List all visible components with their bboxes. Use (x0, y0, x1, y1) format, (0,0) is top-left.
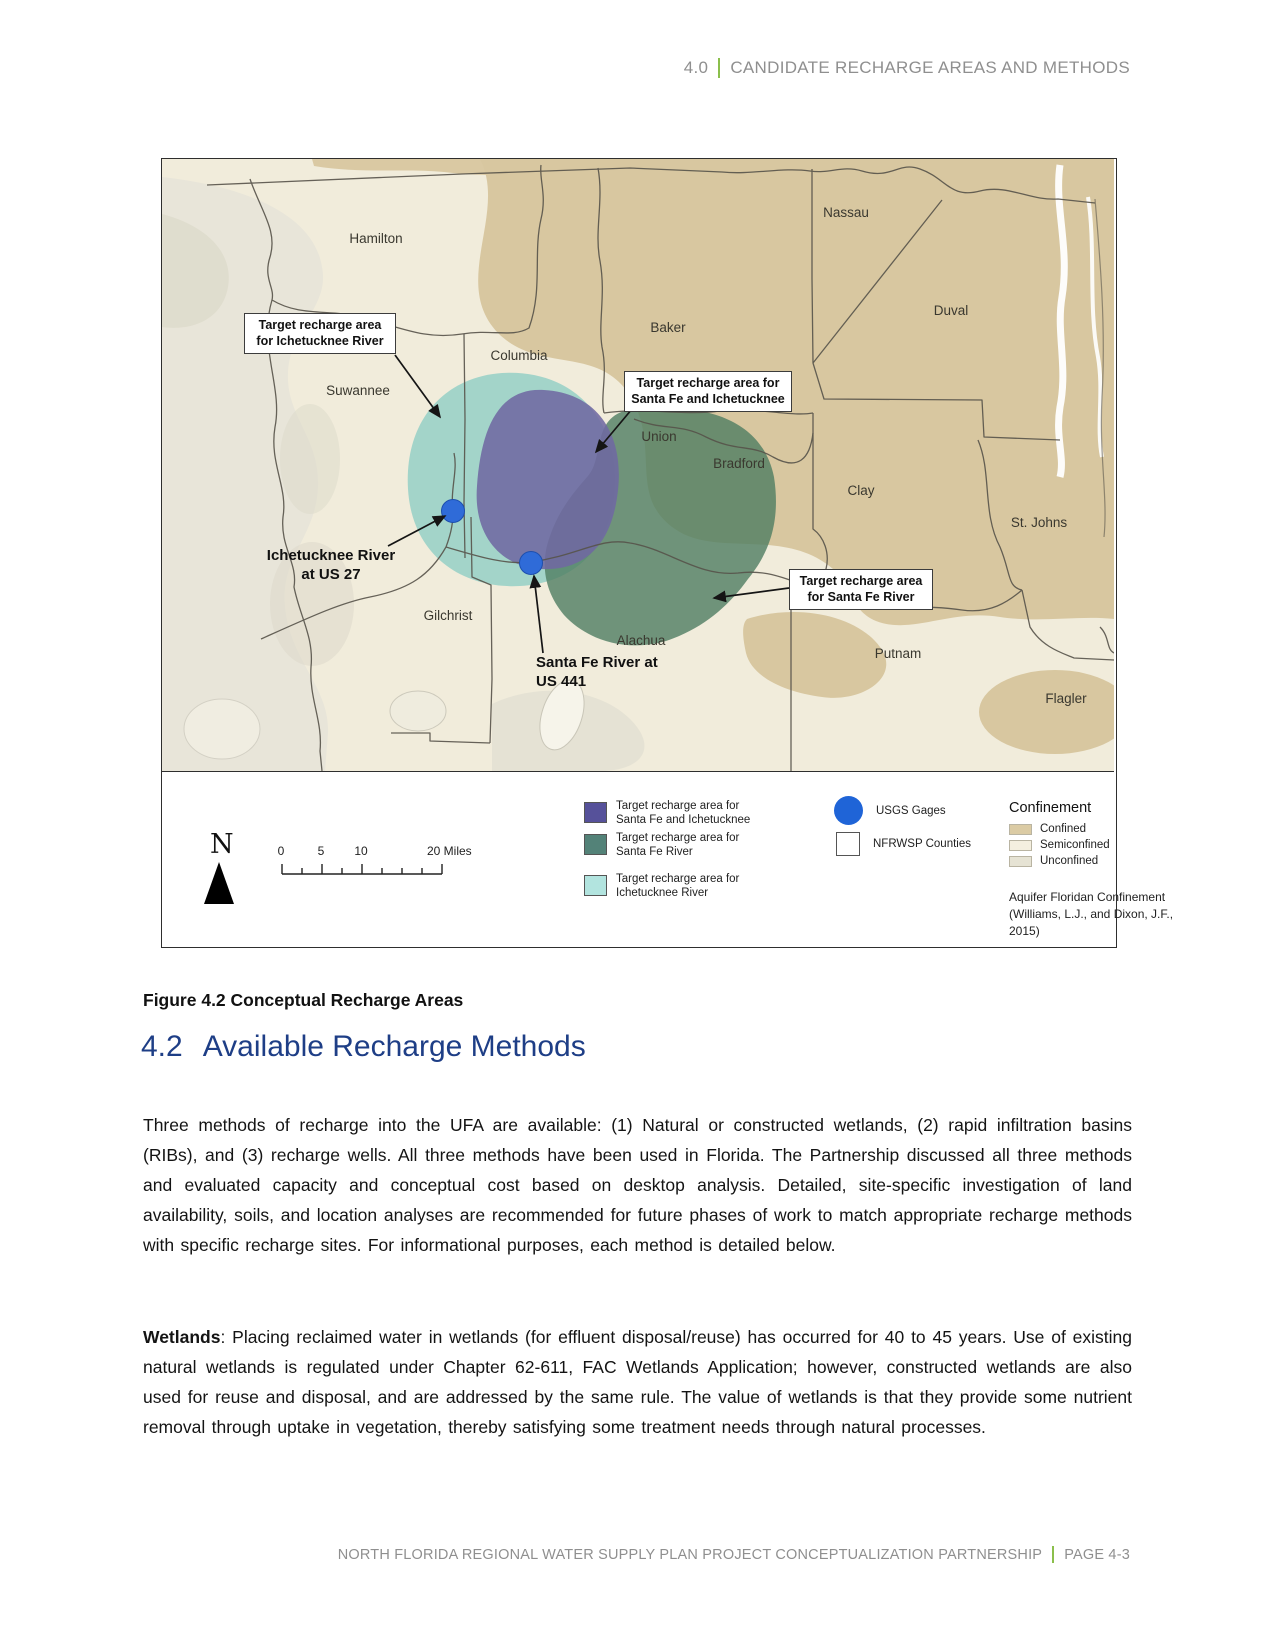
legend-swatch-ichetucknee (584, 875, 607, 896)
county-label: St. Johns (1010, 515, 1068, 530)
north-arrow-icon (204, 862, 234, 904)
legend-label: Target recharge area for Santa Fe River (616, 832, 740, 858)
callout-santa-fe-and-ichetucknee: Target recharge area for Santa Fe and Ichetucknee (624, 371, 792, 412)
legend-label: Target recharge area for Santa Fe and Ichetucknee (616, 800, 751, 826)
scale-bar: 0 5 10 20 Miles (281, 844, 491, 878)
confinement-title: Confinement (1009, 800, 1092, 816)
map-legend (162, 771, 1174, 944)
county-label: Suwannee (326, 383, 390, 398)
recharge-area-santa-fe-and-ichetucknee (477, 390, 619, 569)
county-label: Nassau (823, 205, 869, 220)
county-label: Putnam (874, 646, 922, 661)
confinement-source: Aquifer Floridan Confinement (Williams, L.J., and Dixon, J.F., 2015) (1009, 890, 1174, 938)
scale-bar-ticks (281, 862, 451, 876)
map-area (162, 159, 1114, 771)
legend-label: NFRWSP Counties (873, 838, 971, 850)
section-heading (141, 1030, 586, 1064)
county-label: Flagler (1045, 691, 1087, 706)
county-label: Union (641, 429, 677, 444)
gage-label-santa-fe: Santa Fe River at US 441 (536, 654, 658, 690)
header-title: CANDIDATE RECHARGE AREAS AND METHODS (730, 58, 1130, 77)
callout-ichetucknee-river: Target recharge area for Ichetucknee River (244, 313, 396, 354)
north-label: N (210, 829, 234, 860)
county-label: Columbia (490, 348, 548, 363)
legend-usgs-gage-icon (834, 796, 863, 825)
legend-nfrwsp-county-icon (836, 832, 860, 856)
section-title: Available Recharge Methods (202, 1030, 586, 1063)
header-divider (718, 58, 720, 78)
paragraph-wetlands: Wetlands: Placing reclaimed water in wetlands (for effluent disposal/reuse) has occurred for 40 to 45 years. Use of existing natural wetlands is regulated under Chapter 62-611, FAC Wetlands Application; however, constructed wetlands are also used for reuse and disposal, and are addressed by the same rule. The value of wetlands is that they provide some nutrient removal through uptake in vegetation, thereby satisfying some treatment needs through natural processes. (143, 1326, 1132, 1437)
footer-divider (1052, 1546, 1054, 1563)
figure-4-2-map (161, 158, 1174, 948)
footer-page-number: PAGE 4-3 (1064, 1546, 1130, 1563)
header-section-number: 4.0 (683, 58, 709, 77)
figure-caption: Figure 4.2 Conceptual Recharge Areas (143, 990, 464, 1010)
usgs-gage-ichetucknee (442, 500, 465, 523)
confinement-label: Semiconfined (1040, 839, 1110, 851)
confinement-swatch-semiconfined (1009, 840, 1032, 851)
paragraph-lead-word: Wetlands (143, 1326, 221, 1347)
usgs-gage-santa-fe (520, 552, 543, 575)
page-header (684, 58, 1130, 78)
confinement-label: Unconfined (1040, 855, 1099, 867)
confinement-swatch-confined (1009, 824, 1032, 835)
county-label: Duval (933, 303, 969, 318)
county-label: Hamilton (349, 231, 403, 246)
county-label: Bradford (713, 456, 765, 471)
footer-title: NORTH FLORIDA REGIONAL WATER SUPPLY PLAN PROJECT CONCEPTUALIZATION PARTNERSHIP (337, 1546, 1043, 1563)
gage-label-ichetucknee: Ichetucknee River at US 27 (266, 547, 396, 583)
confinement-label: Confined (1040, 823, 1087, 835)
section-number: 4.2 (141, 1030, 183, 1063)
page-footer (338, 1546, 1130, 1563)
county-label: Gilchrist (423, 608, 473, 623)
county-label: Clay (847, 483, 875, 498)
legend-label: USGS Gages (876, 805, 946, 817)
paragraph-methods-overview: Three methods of recharge into the UFA are available: (1) Natural or constructed wetlands, (2) rapid infiltration basins (RIBs), and (3) recharge wells. All three methods have been used in Florida. The Partnership discussed all three methods and evaluated capacity and conceptual cost based on desktop analysis. Detailed, site-specific investigation of land availability, soils, and location analyses are recommended for future phases of work to match appropriate recharge methods with specific recharge sites. For informational purposes, each method is detailed below. (143, 1114, 1132, 1255)
county-label: Baker (650, 320, 686, 335)
legend-swatch-santa-fe-and-ichetucknee (584, 802, 607, 823)
legend-label: Target recharge area for Ichetucknee River (616, 873, 740, 899)
county-label: Alachua (616, 633, 666, 648)
legend-swatch-santa-fe (584, 834, 607, 855)
callout-santa-fe-river: Target recharge area for Santa Fe River (789, 569, 933, 610)
confinement-swatch-unconfined (1009, 856, 1032, 867)
